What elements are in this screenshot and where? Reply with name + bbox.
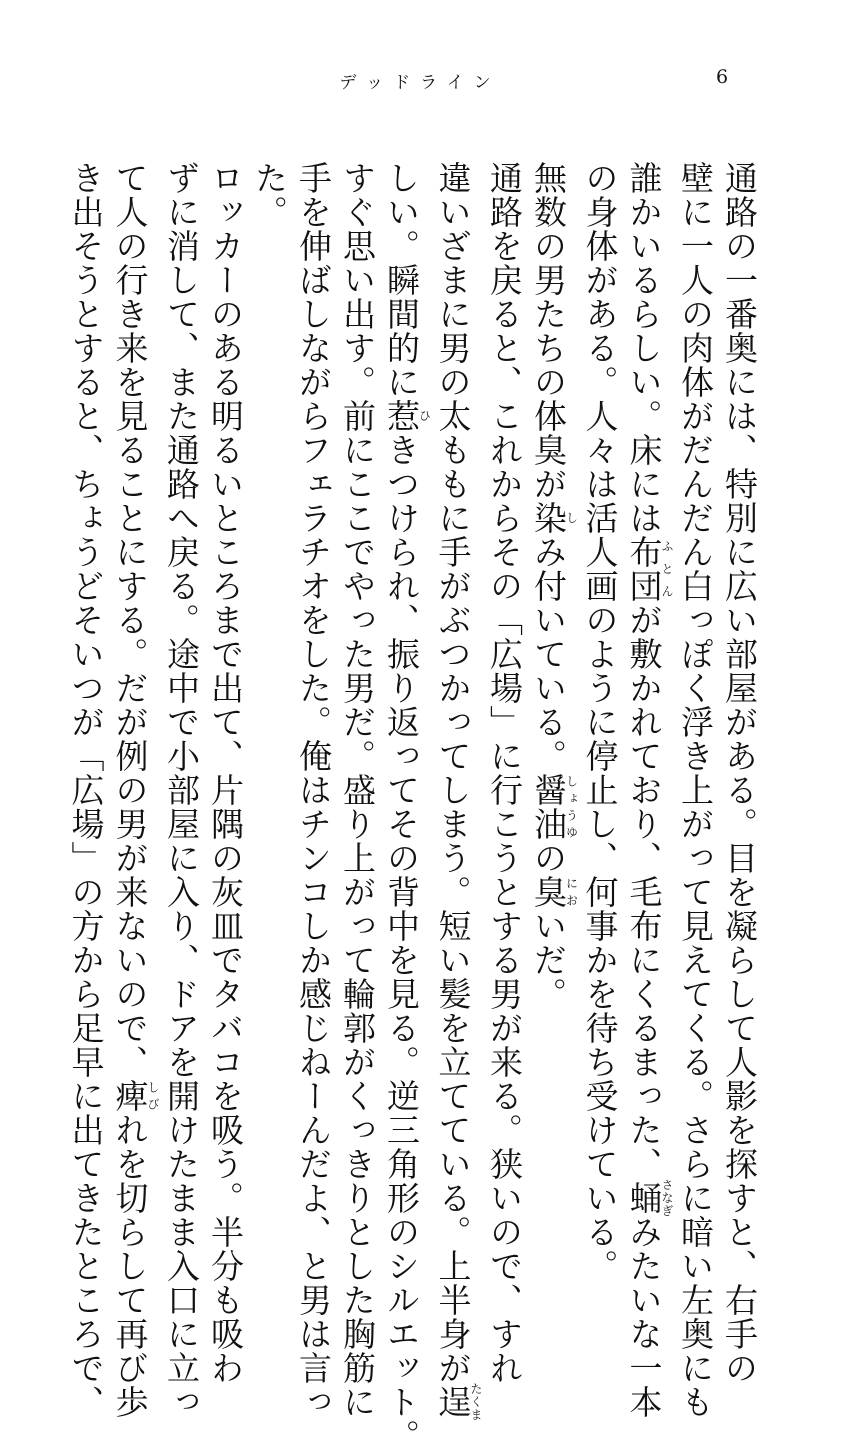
text-segment: て人の行き来を見ることにする。だが例の男が来ないので、 [110, 161, 150, 1079]
text-segment: いだ。 [529, 909, 568, 1011]
text-segment: み付いている。 [529, 535, 568, 773]
text-column [64, 128, 108, 1419]
ruby-annotation: 惹ひ [382, 399, 432, 433]
ruby-annotation: 痺しび [110, 1079, 160, 1113]
text-segment: の身体がある。人々は活人画のように停止し、何事かを待ち受けている。 [580, 161, 620, 1283]
text-column [159, 128, 203, 1419]
text-column [622, 128, 674, 1419]
text-segment: き出そうとすると、ちょうどそいつが「広場」の方から足早に出てきたところで、 [66, 161, 106, 1419]
ruby-annotation: 蛹さなぎ [624, 1178, 674, 1218]
text-segment: の [529, 841, 568, 875]
paragraph [526, 128, 578, 1128]
running-header-title: デッドライン [339, 73, 501, 93]
text-segment: 通路の一番奥には、特別に広い部屋がある。目を凝らして人影を探すと、右手の [720, 161, 759, 1385]
text-segment: 誰かいるらしい。床には [624, 161, 664, 535]
furigana: しび [146, 1079, 160, 1113]
text-column [482, 128, 526, 1385]
text-column [673, 128, 717, 1419]
ruby-annotation: 布団ふとん [624, 535, 674, 603]
furigana: さなぎ [660, 1178, 674, 1218]
text-segment: ずに消して、また通路へ戻る。途中で小部屋に入り、ドアを開けたまま入口に立っ [162, 161, 201, 1419]
text-segment: た。 [250, 161, 289, 229]
text-column [431, 128, 483, 1422]
text-column [247, 128, 291, 1128]
text-segment: みたいな一本 [624, 1215, 664, 1419]
text-segment: ロッカーのある明るいところまで出て、片隅の灰皿でタバコを吸う。半分も吸わ [206, 161, 245, 1385]
furigana: ひ [417, 399, 432, 433]
text-column [578, 128, 622, 1283]
furigana: たくま [469, 1382, 483, 1422]
page-number: 6 [716, 66, 729, 88]
ruby-annotation: 染し [529, 501, 579, 535]
ruby-annotation: 醤油しょうゆ [529, 773, 579, 841]
furigana: し [564, 501, 579, 535]
text-segment: すぐ思い出す。前にここでやった男だ。盛り上がって輪郭がくっきりとした胸筋に [338, 161, 377, 1419]
paragraph [64, 128, 248, 1419]
paragraph [247, 128, 526, 1453]
text-column [291, 128, 335, 1419]
ruby-annotation: 臭にお [529, 875, 579, 909]
text-column [335, 128, 379, 1419]
furigana: にお [564, 875, 579, 909]
text-column [717, 128, 761, 1385]
text-segment: しい。瞬間的に [382, 161, 421, 399]
text-segment: 手を伸ばしながらフェラチオをした。俺はチンコしか感じねーんだよ、と男は言っ [294, 161, 333, 1419]
vertical-body-text [66, 128, 761, 1453]
text-segment: きつけられ、振り返ってその背中を見る。逆三角形のシルエット。 [382, 433, 421, 1453]
text-segment: 無数の男たちの体臭が [529, 161, 568, 501]
furigana: しょうゆ [564, 773, 579, 841]
text-segment: 通路を戻ると、これからその「広場」に行こうとする男が来る。狭いので、すれ [485, 161, 524, 1385]
furigana: ふとん [660, 535, 674, 603]
text-segment: 壁に一人の肉体がだんだん白っぽく浮き上がって見えてくる。さらに暗い左奥にも [676, 161, 715, 1419]
text-segment: が敷かれており、毛布にくるまった、 [624, 603, 664, 1181]
text-column [526, 128, 578, 1128]
text-segment: 違いざまに男の太ももに手がぶつかってしまう。短い髪を立てている。上半身が [433, 161, 473, 1385]
text-segment: れを切らして再び歩 [110, 1113, 150, 1419]
text-column [108, 128, 160, 1419]
paragraph [578, 128, 762, 1419]
text-column [379, 128, 432, 1453]
text-column [203, 128, 247, 1385]
ruby-annotation: 逞たくま [433, 1382, 483, 1422]
